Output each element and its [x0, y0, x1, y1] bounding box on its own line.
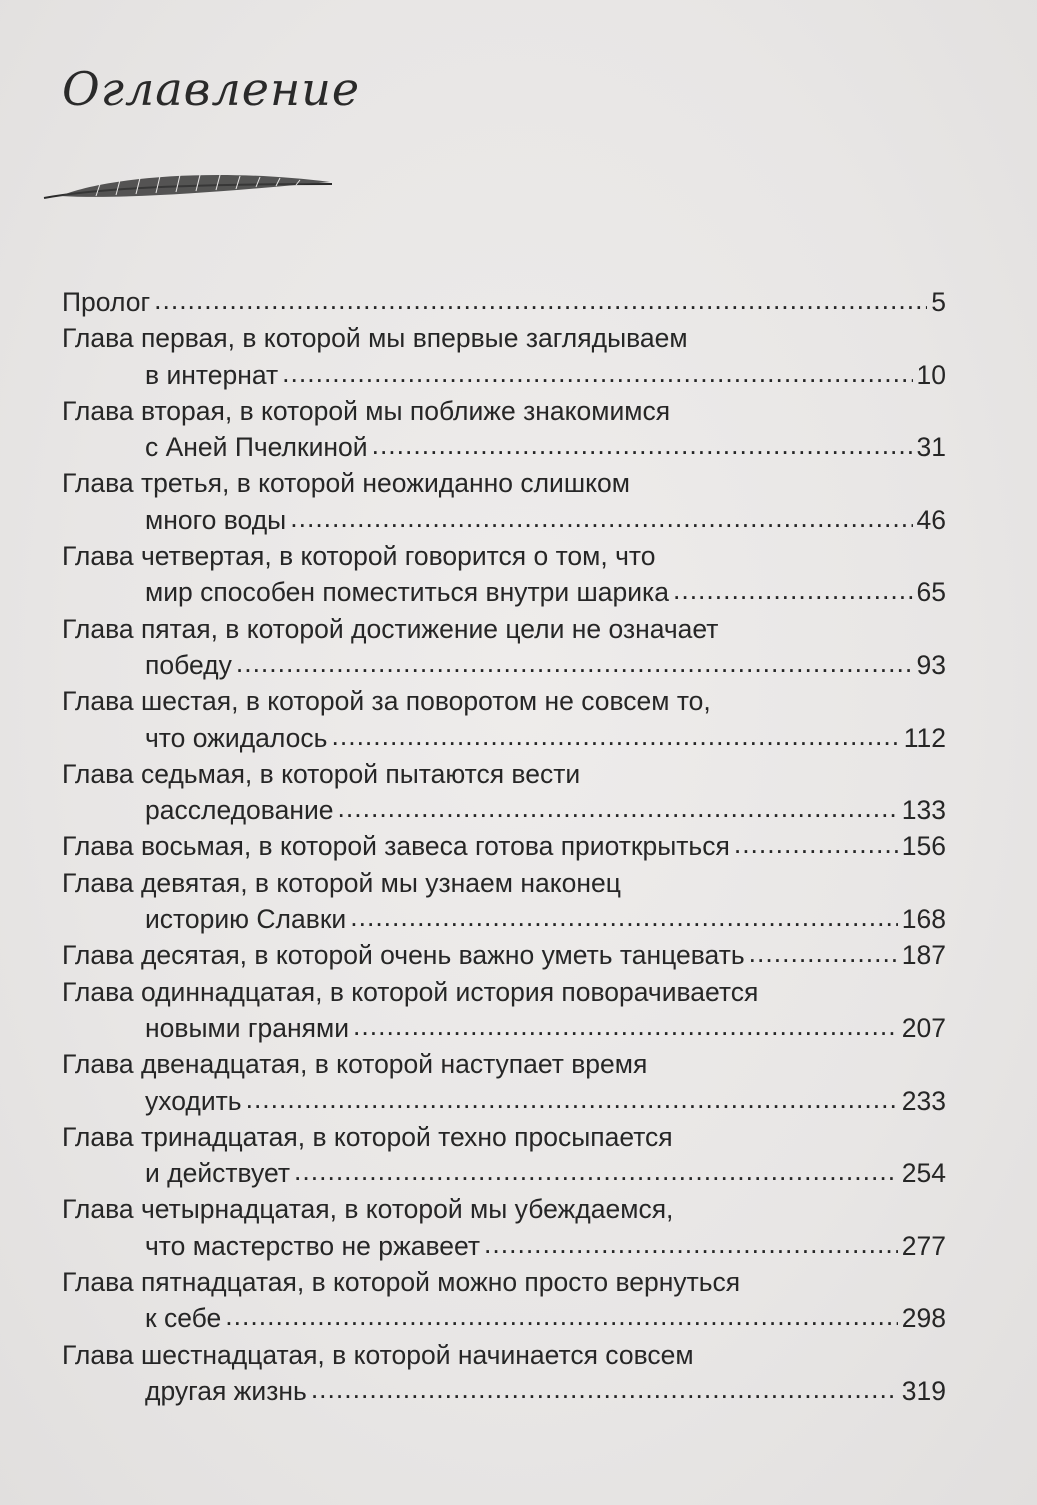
dot-leader: [246, 1081, 898, 1117]
toc-line: [62, 429, 946, 465]
toc-line: [62, 683, 946, 719]
toc-entry-text: Глава четырнадцатая, в которой мы убеждаемся,: [62, 1194, 674, 1225]
page-number: 233: [901, 1085, 946, 1116]
toc-entry-text: что ожидалось: [145, 722, 328, 753]
toc-entry-text: Глава пятнадцатая, в которой можно просто вернуться: [62, 1267, 741, 1298]
toc-entry-text: Пролог: [62, 287, 151, 317]
dot-leader: [734, 826, 898, 862]
toc-line: [62, 357, 946, 393]
toc-entry-text: Глава тринадцатая, в которой техно просыпается: [62, 1121, 673, 1152]
toc-line: [62, 937, 946, 973]
toc-entry-text: Глава восьмая, в которой завеса готова приоткрыться: [62, 831, 730, 862]
page-title: Оглавление: [62, 62, 361, 116]
dot-leader: [154, 282, 927, 318]
dot-leader: [338, 790, 898, 826]
toc-entry-text: победу: [145, 649, 232, 680]
page-number: 168: [901, 904, 946, 935]
dot-leader: [290, 500, 912, 536]
toc-line: [62, 828, 946, 864]
toc-line: [62, 1010, 946, 1046]
toc-entry-text: Глава одиннадцатая, в которой история поворачивается: [62, 976, 759, 1007]
toc-entry-text: Глава пятая, в которой достижение цели не означает: [62, 613, 719, 644]
toc-entry-text: Глава двенадцатая, в которой наступает время: [62, 1049, 648, 1080]
toc-entry-text: Глава шестнадцатая, в которой начинается совсем: [62, 1339, 694, 1370]
toc-entry-text: к себе: [145, 1303, 222, 1334]
page-number: 187: [901, 940, 946, 971]
toc-entry-text: в интернат: [145, 359, 279, 390]
page-number: 46: [916, 504, 946, 535]
dot-leader: [350, 899, 898, 935]
toc-line: [62, 1046, 946, 1082]
feather-ornament-icon: [40, 168, 336, 208]
toc-line: [62, 465, 946, 501]
toc-line: [62, 1119, 946, 1155]
page-number: 133: [901, 795, 946, 826]
dot-leader: [282, 355, 912, 391]
toc-entry-text: и действует: [145, 1158, 290, 1189]
toc-entry-text: Глава десятая, в которой очень важно уметь танцевать: [62, 940, 745, 971]
toc-line: [62, 1155, 946, 1191]
page-number: 298: [901, 1303, 946, 1334]
toc-entry-text: Глава девятая, в которой мы узнаем наконец: [62, 867, 621, 898]
toc-line: [62, 502, 946, 538]
dot-leader: [331, 718, 899, 754]
toc-line: [62, 1191, 946, 1227]
page-number: 93: [916, 649, 946, 680]
dot-leader: [749, 935, 898, 971]
page-number: 156: [901, 831, 946, 862]
toc-line: [62, 720, 946, 756]
page-number: 207: [901, 1012, 946, 1043]
toc-line: [62, 1300, 946, 1336]
toc-line: [62, 756, 946, 792]
toc-line: [62, 574, 946, 610]
toc-entry-text: Глава вторая, в которой мы поближе знакомимся: [62, 395, 671, 426]
toc-entry-text: Глава первая, в которой мы впервые заглядываем: [62, 323, 688, 354]
dot-leader: [236, 645, 913, 681]
toc-entry-text: другая жизнь: [145, 1375, 307, 1406]
toc-line: [62, 1373, 946, 1409]
toc-entry-text: мир способен поместиться внутри шарика: [145, 577, 669, 608]
toc-line: [62, 865, 946, 901]
page-number: 112: [903, 722, 946, 753]
toc-entry-text: новыми гранями: [145, 1012, 350, 1043]
toc-entry-text: Глава четвертая, в которой говорится о том, что: [62, 541, 656, 572]
dot-leader: [353, 1008, 898, 1044]
toc-entry-text: что мастерство не ржавеет: [145, 1230, 480, 1261]
toc-line: [62, 284, 946, 320]
toc-line: [62, 538, 946, 574]
dot-leader: [294, 1153, 898, 1189]
page-number: 277: [901, 1230, 946, 1261]
toc-entry-text: историю Славки: [145, 904, 347, 935]
page-number: 319: [901, 1375, 946, 1406]
toc-line: [62, 901, 946, 937]
dot-leader: [311, 1371, 898, 1407]
toc-line: [62, 393, 946, 429]
toc-entry-text: Глава шестая, в которой за поворотом не совсем то,: [62, 686, 711, 717]
dot-leader: [225, 1298, 898, 1334]
toc-line: [62, 1228, 946, 1264]
page-number: 5: [931, 287, 946, 317]
toc-line: [62, 1264, 946, 1300]
toc-entry-text: Глава третья, в которой неожиданно слишком: [62, 468, 630, 499]
dot-leader: [673, 572, 913, 608]
dot-leader: [372, 427, 913, 463]
toc-line: [62, 611, 946, 647]
page-number: 254: [901, 1158, 946, 1189]
dot-leader: [484, 1226, 898, 1262]
toc-entry-text: уходить: [145, 1085, 242, 1116]
toc-entry-text: много воды: [145, 504, 287, 535]
toc-entry-text: Глава седьмая, в которой пытаются вести: [62, 758, 581, 789]
table-of-contents: [62, 284, 946, 1409]
page-number: 65: [916, 577, 946, 608]
page-number: 31: [916, 432, 946, 463]
toc-line: [62, 320, 946, 356]
page-number: 10: [916, 359, 946, 390]
toc-line: [62, 647, 946, 683]
toc-entry-text: расследование: [145, 795, 334, 826]
toc-entry-text: с Аней Пчелкиной: [145, 432, 368, 463]
toc-line: [62, 974, 946, 1010]
toc-line: [62, 1337, 946, 1373]
toc-line: [62, 792, 946, 828]
toc-line: [62, 1083, 946, 1119]
